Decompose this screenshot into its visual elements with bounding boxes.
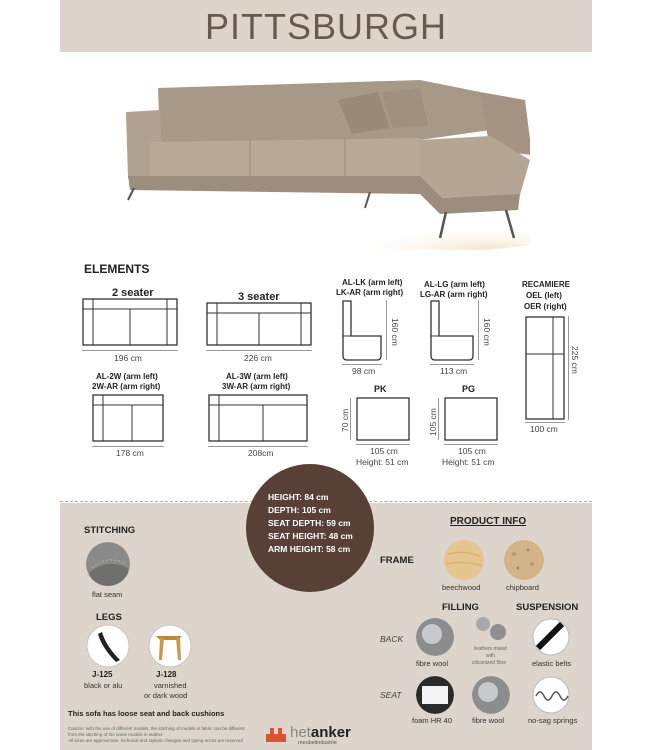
dimension-line	[208, 446, 308, 447]
elastic-belts-swatch	[532, 618, 570, 656]
element-al-2w-shape	[92, 394, 164, 442]
dimension-line	[342, 364, 382, 365]
leg-j128-desc-1: varnished	[154, 681, 187, 690]
element-pg-depth: 105 cm	[428, 408, 438, 436]
element-2-seater-label: 2 seater	[112, 287, 154, 299]
element-pk-depth: 70 cm	[340, 408, 350, 432]
spec-seat-depth: SEAT DEPTH: 59 cm	[268, 518, 351, 528]
element-al-lg-width: 113 cm	[440, 366, 468, 376]
fibre-wool-seat-label: fibre wool	[472, 716, 505, 725]
leg-j125-code: J-125	[92, 670, 113, 679]
element-al-2w-width: 178 cm	[116, 448, 144, 458]
frame-heading: FRAME	[380, 555, 414, 566]
dimension-line	[206, 350, 312, 351]
dimension-line	[430, 364, 474, 365]
spec-seat-height: SEAT HEIGHT: 48 cm	[268, 531, 353, 541]
fine-print-3: All sizes are approximate, technical and stylistic changes and typing errors are reserved	[68, 738, 243, 743]
stitching-heading: STITCHING	[84, 525, 136, 536]
anker-logo-icon	[266, 726, 286, 742]
element-pk-label: PK	[374, 384, 387, 394]
element-al-3w-width: 208cm	[248, 448, 274, 458]
leg-j125-desc: black or alu	[84, 681, 123, 690]
no-sag-springs-swatch	[532, 676, 570, 714]
element-pg-shape	[444, 397, 498, 441]
elastic-belts-label: elastic belts	[532, 659, 572, 668]
element-al-lg-shape	[430, 300, 474, 362]
spec-height: HEIGHT: 84 cm	[268, 492, 329, 502]
feathers-label-3: siliconized fibre	[472, 660, 507, 666]
fibre-wool-back-swatch	[416, 618, 454, 656]
element-al-lg-depth: 160 cm	[482, 318, 492, 346]
spec-depth: DEPTH: 105 cm	[268, 505, 331, 515]
dimension-line	[356, 444, 410, 445]
feathers-icon	[474, 614, 508, 644]
chipboard-swatch	[504, 540, 544, 580]
brand-name-bold: anker	[310, 724, 351, 741]
element-al-lk-label-2: LK-AR (arm right)	[336, 288, 404, 297]
element-pk-shape	[356, 397, 410, 441]
brand-name	[290, 724, 351, 741]
sofa-photo	[120, 70, 530, 250]
foam-hr40-label: foam HR 40	[412, 716, 453, 725]
element-2-seater-shape	[82, 298, 178, 346]
specs-circle	[246, 464, 374, 592]
product-info-heading: PRODUCT INFO	[450, 516, 527, 527]
no-sag-springs-label: no-sag springs	[528, 716, 578, 725]
brand-name-light: het	[290, 724, 311, 741]
element-al-3w-label-2: 3W-AR (arm right)	[222, 382, 291, 391]
spec-arm-height: ARM HEIGHT: 58 cm	[268, 544, 351, 554]
dimension-line	[438, 398, 439, 440]
element-3-seater-shape	[206, 302, 312, 346]
element-al-lg-label-1: AL-LG (arm left)	[424, 280, 485, 289]
dimension-line	[350, 398, 351, 440]
element-al-2w-label-1: AL-2W (arm left)	[96, 372, 158, 381]
element-pk-height: Height: 51 cm	[356, 457, 409, 467]
element-2-seater-width: 196 cm	[114, 353, 142, 363]
foam-hr40-swatch	[416, 676, 454, 714]
element-al-3w-label-1: AL-3W (arm left)	[226, 372, 288, 381]
element-al-lg-label-2: LG-AR (arm right)	[420, 290, 488, 299]
element-pg-width: 105 cm	[458, 446, 486, 456]
element-pg-label: PG	[462, 384, 476, 394]
fine-print-2: from the stitching of the same models in leather.	[68, 732, 164, 737]
flat-seam-swatch	[86, 542, 130, 586]
element-recamiere-label-1: RECAMIERE	[522, 280, 571, 289]
element-al-3w-shape	[208, 394, 308, 442]
flat-seam-label: flat seam	[92, 590, 123, 599]
feathers-label-1: feathers mixed	[474, 646, 507, 652]
element-pg-height: Height: 51 cm	[442, 457, 495, 467]
fibre-wool-back-label: fibre wool	[416, 659, 449, 668]
dimension-line	[82, 350, 178, 351]
dimension-line	[525, 422, 565, 423]
element-al-lk-depth: 160 cm	[390, 318, 400, 346]
leg-j125-icon	[86, 624, 130, 668]
loose-cushions-note: This sofa has loose seat and back cushions	[68, 709, 225, 718]
back-label: BACK	[380, 634, 404, 644]
element-al-lk-width: 98 cm	[352, 366, 376, 376]
elements-heading: ELEMENTS	[84, 262, 150, 276]
element-al-2w-label-2: 2W-AR (arm right)	[92, 382, 161, 391]
element-al-lk-label-1: AL-LK (arm left)	[342, 278, 403, 287]
seat-label: SEAT	[380, 690, 402, 700]
dimension-line	[386, 300, 387, 360]
brand-sub: meubelindustrie	[298, 740, 337, 746]
element-recamiere-width: 100 cm	[530, 424, 558, 434]
beechwood-swatch	[444, 540, 484, 580]
fine-print-1: Caution: with the use of different models, the stitching of models in fabric can be different	[68, 726, 245, 731]
suspension-heading: SUSPENSION	[516, 602, 579, 613]
element-recamiere-label-2: OEL (left)	[526, 291, 562, 300]
dimension-line	[478, 300, 479, 360]
page-title: PITTSBURGH	[204, 6, 447, 47]
element-pk-width: 105 cm	[370, 446, 398, 456]
element-recamiere-depth: 225 cm	[570, 346, 580, 374]
leg-j128-icon	[148, 624, 192, 668]
element-3-seater-width: 226 cm	[244, 353, 272, 363]
legs-heading: LEGS	[96, 612, 122, 623]
element-recamiere-label-3: OER (right)	[524, 302, 567, 311]
element-3-seater-label: 3 seater	[238, 291, 280, 303]
dimension-line	[444, 444, 498, 445]
chipboard-label: chipboard	[506, 583, 539, 592]
fibre-wool-seat-swatch	[472, 676, 510, 714]
product-sheet	[60, 0, 592, 750]
beechwood-label: beechwood	[442, 583, 481, 592]
element-al-lk-shape	[342, 300, 382, 362]
filling-heading: FILLING	[442, 602, 479, 613]
dimension-line	[92, 446, 164, 447]
element-recamiere-shape	[525, 316, 565, 420]
feathers-label-2: with	[486, 653, 495, 659]
leg-j128-desc-2: or dark wood	[144, 691, 188, 700]
dimension-line	[568, 316, 569, 420]
leg-j128-code: J-128	[156, 670, 177, 679]
